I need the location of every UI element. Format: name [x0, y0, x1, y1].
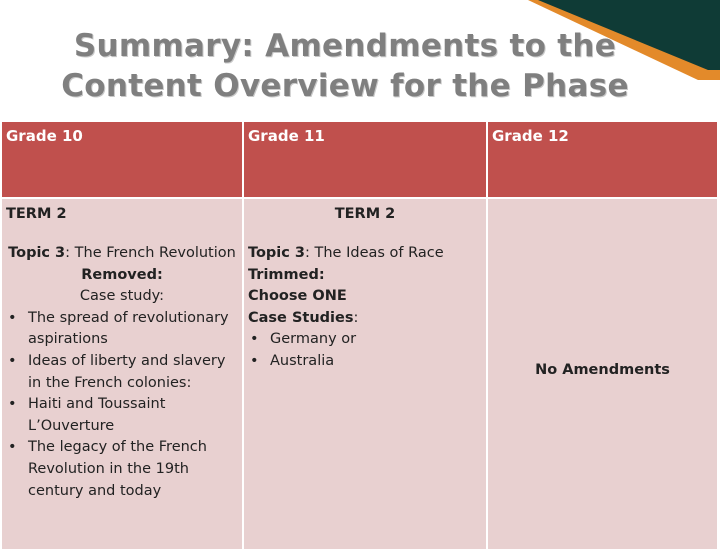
grade-10-case-list [6, 308, 238, 502]
grade-10-cell [1, 198, 243, 550]
grade-10-status: Removed: [81, 266, 163, 283]
grade-11-topic-text: : The Ideas of Race [305, 245, 444, 261]
grade-10-topic-label: Topic 3 [8, 245, 66, 261]
grade-12-note: No Amendments [535, 362, 670, 378]
header-grade-10: Grade 10 [1, 121, 243, 198]
grade-11-topic [248, 243, 482, 265]
title-line-1: Summary: Amendments to the [73, 28, 617, 64]
grade-11-case-studies-colon: : [353, 309, 359, 326]
grade-11-case-list [248, 329, 482, 372]
grade-11-topic-label: Topic 3 [248, 245, 306, 261]
list-item: • Ideas of liberty and slavery in the French colonies: [6, 351, 238, 394]
header-grade-11: Grade 11 [243, 121, 487, 198]
grade-11-cell [243, 198, 487, 550]
slide-title [0, 26, 690, 106]
grade-12-cell [487, 198, 718, 550]
list-item: • Australia [248, 351, 482, 373]
list-item: • Germany or [248, 329, 482, 351]
header-grade-12: Grade 12 [487, 121, 718, 198]
amendments-table [0, 120, 719, 551]
grade-10-term: TERM 2 [6, 206, 67, 222]
grade-10-topic [6, 243, 238, 265]
grade-11-status: Trimmed: [248, 266, 325, 283]
grade-11-choose: Choose ONE [248, 288, 347, 305]
grade-10-case-study-label: Case study: [79, 288, 165, 305]
title-line-2: Content Overview for the Phase [61, 68, 629, 104]
list-item: • The spread of revolutionary aspirations [6, 308, 238, 351]
list-item: • The legacy of the French Revolution in the 19th century and today [6, 437, 238, 502]
grade-11-term: TERM 2 [334, 206, 396, 222]
content-row [1, 198, 718, 550]
grade-10-topic-text: : The French Revolution [65, 245, 236, 261]
grade-11-case-studies-label [248, 308, 482, 330]
list-item: • Haiti and Toussaint L’Ouverture [6, 394, 238, 437]
header-row [1, 121, 718, 198]
grade-11-case-studies-text: Case Studies [248, 309, 354, 326]
